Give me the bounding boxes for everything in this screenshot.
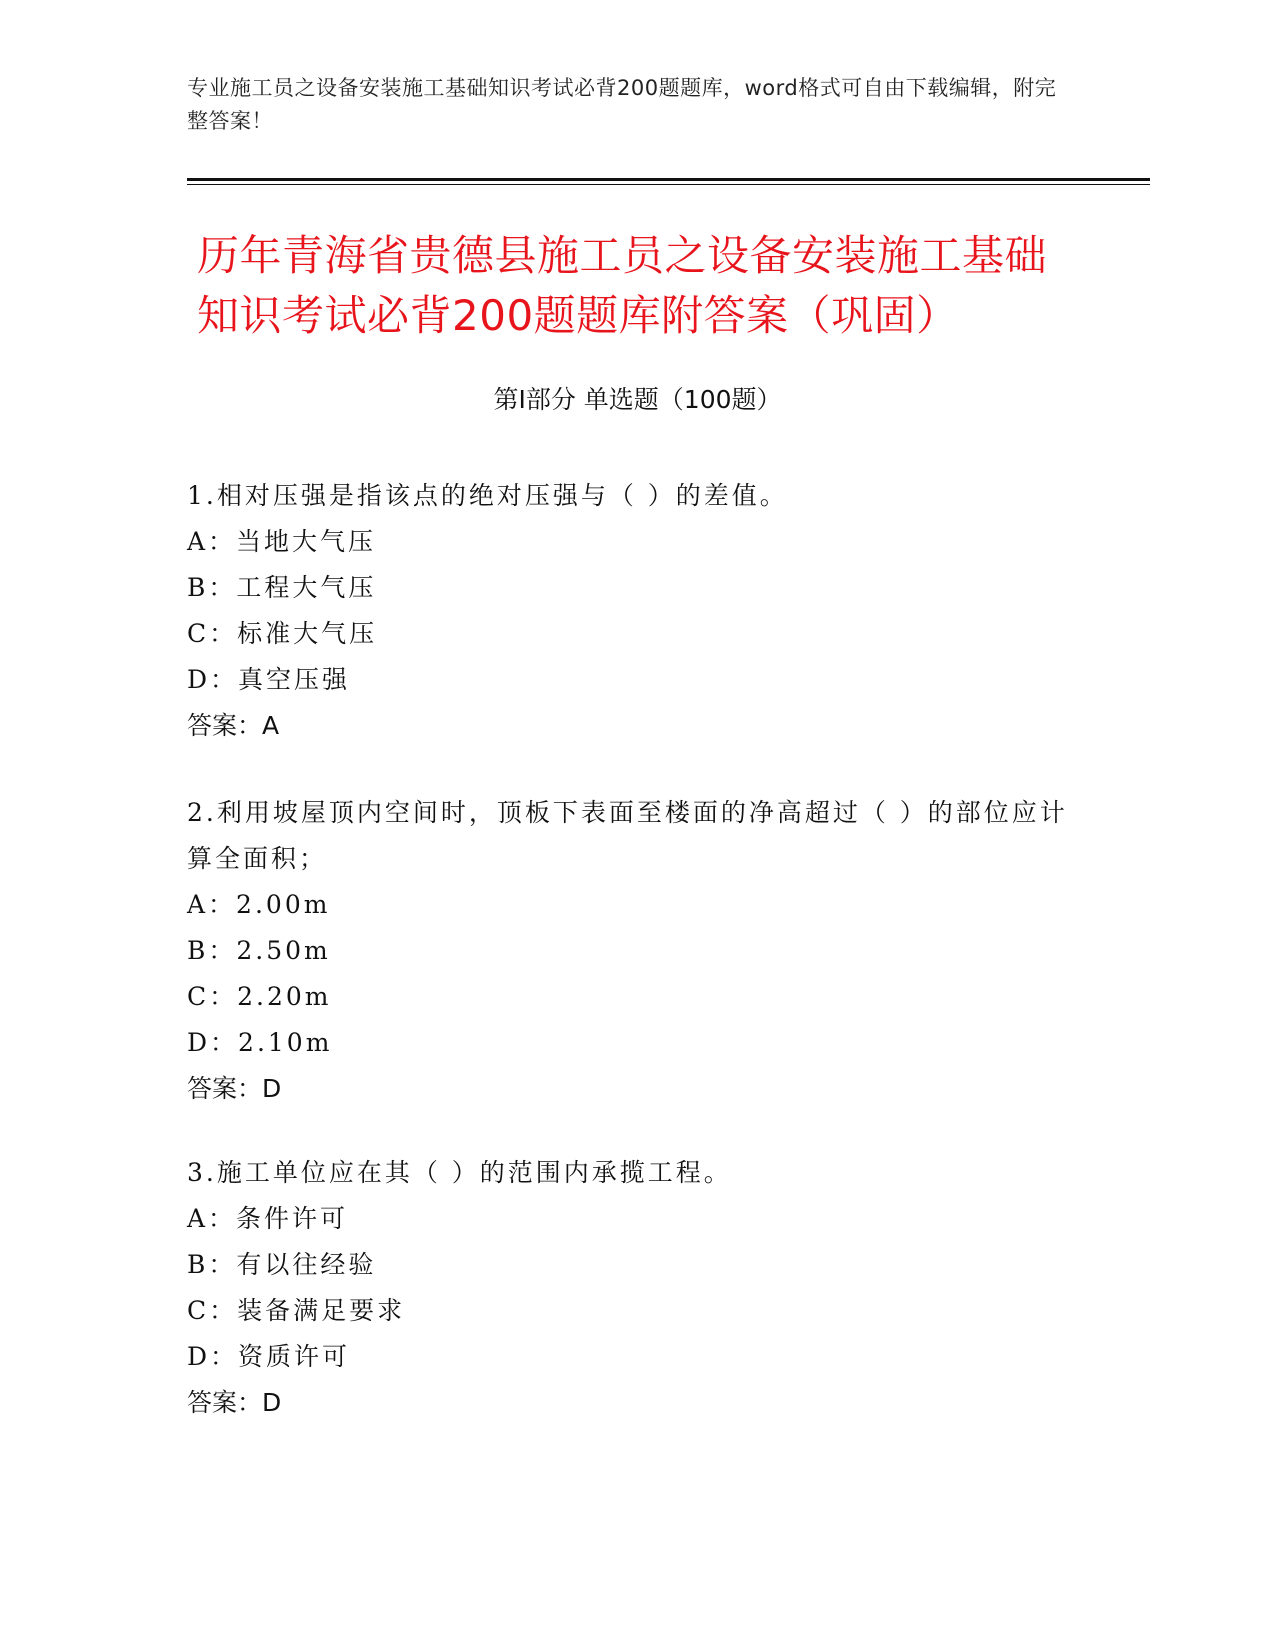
answer: 答案：A [187,711,280,740]
option-c: C：装备满足要求 [187,1296,406,1325]
header-divider-thick [187,178,1150,181]
question-1 [187,473,1087,749]
option-b: B：2.50m [187,936,331,965]
question-2 [187,790,1087,1112]
option-a: A：条件许可 [187,1204,349,1233]
question-stem: 3.施工单位应在其（ ）的范围内承揽工程。 [187,1158,732,1187]
question-stem: 2.利用坡屋顶内空间时，顶板下表面至楼面的净高超过（ ）的部位应计算全面积； [187,798,1068,873]
header-divider-thin [187,184,1150,185]
answer: 答案：D [187,1074,282,1103]
option-c: C：标准大气压 [187,619,378,648]
document-title: 历年青海省贵德县施工员之设备安装施工基础知识考试必背200题题库附答案（巩固） [197,231,1048,340]
option-a: A：当地大气压 [187,527,377,556]
option-d: D：资质许可 [187,1342,351,1371]
option-c: C：2.20m [187,982,332,1011]
option-d: D：2.10m [187,1028,333,1057]
question-3 [187,1150,1087,1426]
question-stem: 1.相对压强是指该点的绝对压强与（ ）的差值。 [187,481,788,510]
option-d: D：真空压强 [187,665,351,694]
option-b: B：有以往经验 [187,1250,377,1279]
option-a: A：2.00m [187,890,331,919]
section-heading: 第Ⅰ部分 单选题（100题） [493,385,782,414]
header-note: 专业施工员之设备安装施工基础知识考试必背200题题库，word格式可自由下载编辑，附完整答案！ [187,76,1057,133]
answer: 答案：D [187,1388,282,1417]
option-b: B：工程大气压 [187,573,377,602]
